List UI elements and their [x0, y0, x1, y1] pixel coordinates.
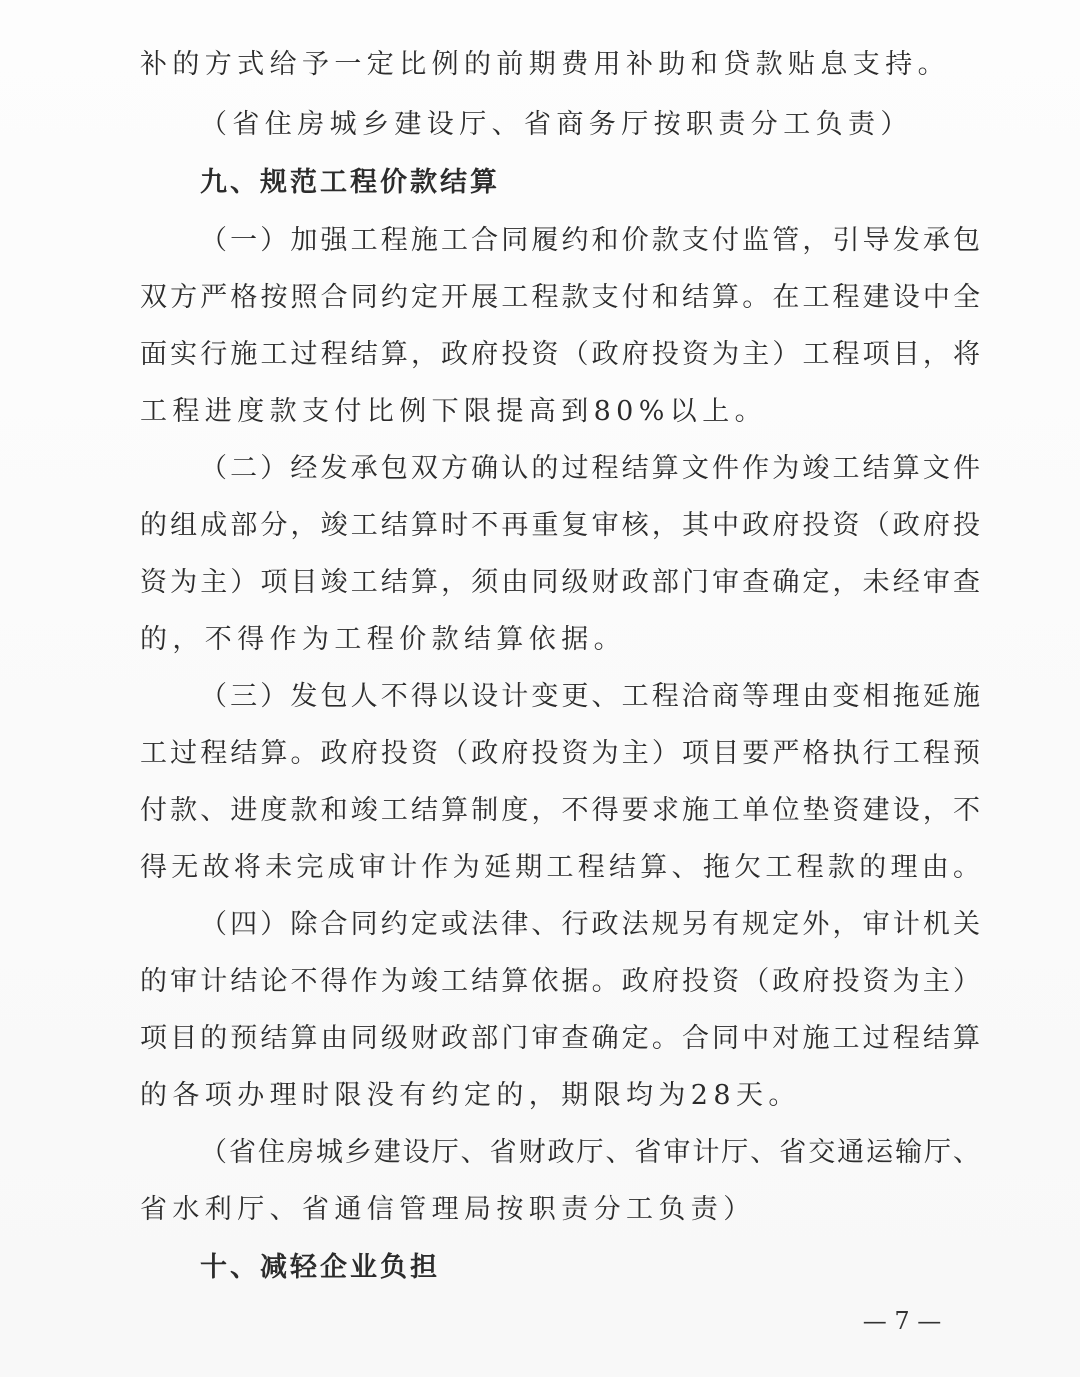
paragraph-line: 的各项办理时限没有约定的，期限均为28天。: [140, 1080, 801, 1111]
paragraph-line: 的，不得作为工程价款结算依据。: [140, 624, 626, 655]
paragraph-line: 的组成部分，竣工结算时不再重复审核，其中政府投资（政府投: [140, 510, 980, 541]
section-heading-10: 十、减轻企业负担: [200, 1252, 440, 1283]
paragraph-line: 面实行施工过程结算，政府投资（政府投资为主）工程项目，将: [140, 339, 980, 370]
paragraph-line: 项目的预结算由同级财政部门审查确定。合同中对施工过程结算: [140, 1023, 980, 1054]
paragraph-line: 工过程结算。政府投资（政府投资为主）项目要严格执行工程预: [140, 738, 980, 769]
responsibility-note: （省住房城乡建设厅、省财政厅、省审计厅、省交通运输厅、: [200, 1137, 980, 1168]
paragraph-line: 补的方式给予一定比例的前期费用补助和贷款贴息支持。: [140, 49, 950, 80]
paragraph-line: （一）加强工程施工合同履约和价款支付监管，引导发承包: [200, 225, 980, 256]
paragraph-line: （二）经发承包双方确认的过程结算文件作为竣工结算文件: [200, 453, 980, 484]
paragraph-line: 资为主）项目竣工结算，须由同级财政部门审查确定，未经审查: [140, 567, 980, 598]
paragraph-line: （三）发包人不得以设计变更、工程洽商等理由变相拖延施: [200, 681, 980, 712]
section-heading-9: 九、规范工程价款结算: [200, 167, 500, 198]
paragraph-line: 工程进度款支付比例下限提高到80%以上。: [140, 396, 768, 427]
responsibility-note: 省水利厅、省通信管理局按职责分工负责）: [140, 1194, 756, 1225]
page-number: — 7 —: [862, 1307, 942, 1335]
paragraph-line: 的审计结论不得作为竣工结算依据。政府投资（政府投资为主）: [140, 966, 980, 997]
paragraph-line: 得无故将未完成审计作为延期工程结算、拖欠工程款的理由。: [140, 852, 980, 883]
paragraph-line: 双方严格按照合同约定开展工程款支付和结算。在工程建设中全: [140, 282, 980, 313]
paragraph-line: 付款、进度款和竣工结算制度，不得要求施工单位垫资建设，不: [140, 795, 980, 826]
responsibility-note: （省住房城乡建设厅、省商务厅按职责分工负责）: [200, 109, 913, 140]
paragraph-line: （四）除合同约定或法律、行政法规另有规定外，审计机关: [200, 909, 980, 940]
